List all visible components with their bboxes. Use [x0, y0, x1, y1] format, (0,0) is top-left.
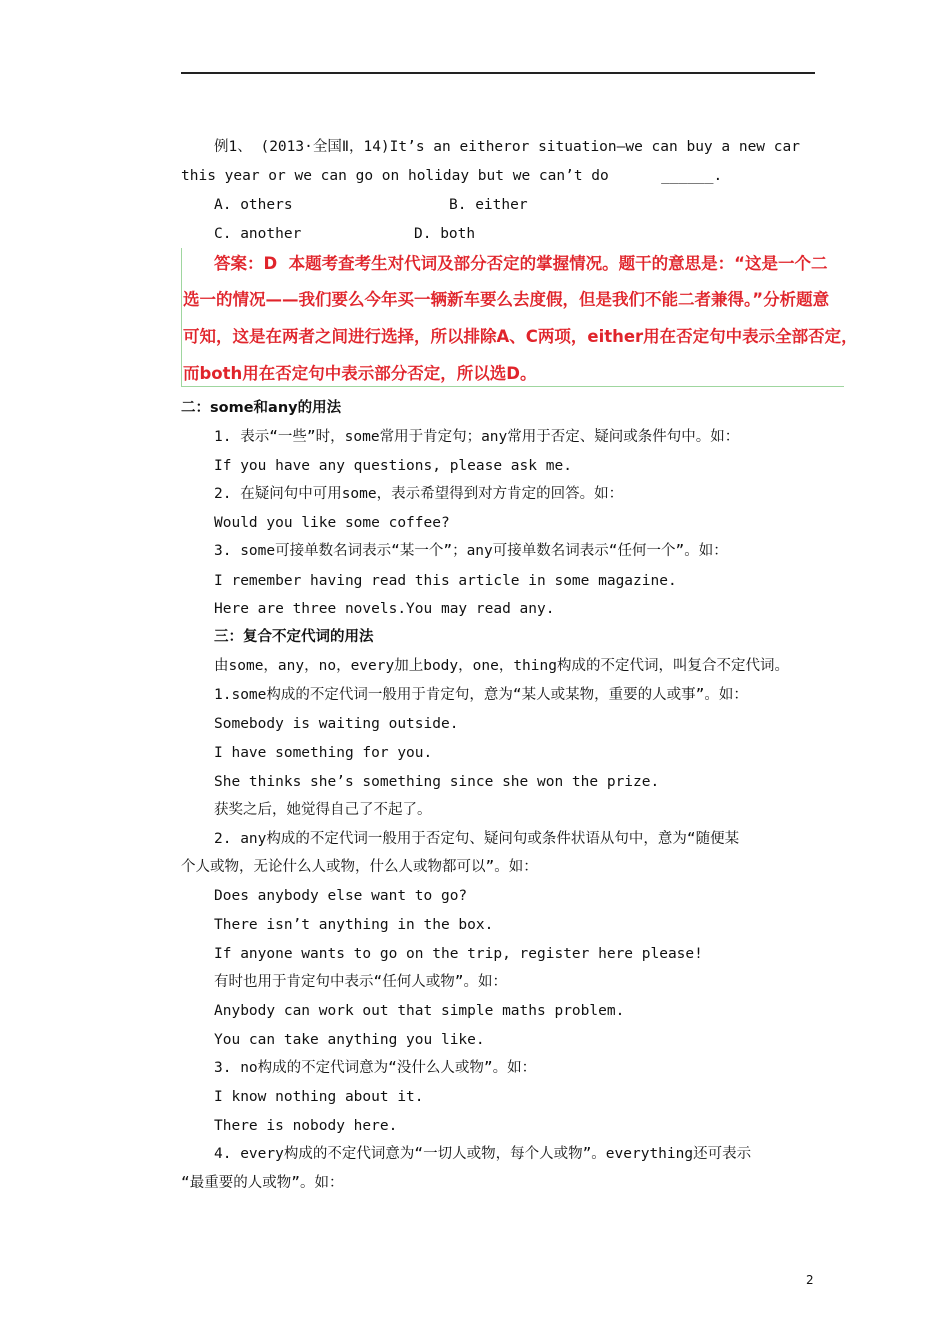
option-b: B. either	[449, 197, 528, 213]
section3-line: Somebody is waiting outside.	[214, 716, 459, 732]
section3-line: 获奖之后，她觉得自己了不起了。	[214, 802, 432, 818]
section2-line: Would you like some coffee?	[214, 515, 450, 531]
section3-heading: 三：复合不定代词的用法	[214, 629, 374, 645]
section2-line: I remember having read this article in some magazine.	[214, 573, 677, 589]
section2-heading: 二：some和any的用法	[181, 400, 342, 416]
section2-line: 2. 在疑问句中可用some，表示希望得到对方肯定的回答。如：	[214, 486, 624, 502]
section3-line: There is nobody here.	[214, 1118, 398, 1134]
example-line-1: 例1、 (2013·全国Ⅱ，14)It’s an eitheror situation—we can buy a new car	[214, 139, 800, 155]
example-line-2: this year or we can go on holiday but we can’t do ______.	[181, 168, 723, 184]
option-d: D. both	[414, 226, 476, 242]
section3-line: She thinks she’s something since she won the prize.	[214, 774, 660, 790]
section3-line: 有时也用于肯定句中表示“任何人或物”。如：	[214, 974, 507, 990]
section3-line: 1.some构成的不定代词一般用于肯定句，意为“某人或某物，重要的人或事”。如：	[214, 687, 748, 703]
answer-line-3: 可知，这是在两者之间进行选择，所以排除A、C两项，either用在否定句中表示全部否定，	[183, 327, 858, 346]
section2-line: 1. 表示“一些”时，some常用于肯定句；any常用于否定、疑问或条件句中。如：	[214, 429, 740, 445]
page-number: 2	[806, 1273, 814, 1287]
section3-line: You can take anything you like.	[214, 1032, 485, 1048]
section2-line: 3. some可接单数名词表示“某一个”；any可接单数名词表示“任何一个”。如：	[214, 543, 728, 559]
option-c: C. another	[214, 226, 302, 242]
section3-line: “最重要的人或物”。如：	[181, 1175, 344, 1191]
section3-line: There isn’t anything in the box.	[214, 917, 494, 933]
section2-line: If you have any questions, please ask me.	[214, 458, 572, 474]
answer-line-1: 答案：D 本题考查考生对代词及部分否定的掌握情况。题干的意思是：“这是一个二	[214, 254, 828, 273]
section3-line: I know nothing about it.	[214, 1089, 424, 1105]
section3-line: 3. no构成的不定代词意为“没什么人或物”。如：	[214, 1060, 537, 1076]
answer-line-2: 选一的情况——我们要么今年买一辆新车要么去度假，但是我们不能二者兼得。”分析题意	[183, 290, 830, 309]
section3-line: 个人或物，无论什么人或物，什么人或物都可以”。如：	[181, 859, 538, 875]
option-a: A. others	[214, 197, 293, 213]
section3-line: 4. every构成的不定代词意为“一切人或物，每个人或物”。everything还可表示	[214, 1146, 752, 1162]
section3-line: Does anybody else want to go?	[214, 888, 468, 904]
header-rule	[181, 72, 815, 74]
section3-line: Anybody can work out that simple maths problem.	[214, 1003, 625, 1019]
answer-line-4: 而both用在否定句中表示部分否定，所以选D。	[183, 364, 537, 383]
section3-line: 2. any构成的不定代词一般用于否定句、疑问句或条件状语从句中，意为“随便某	[214, 831, 740, 847]
section3-line: I have something for you.	[214, 745, 433, 761]
section3-line: If anyone wants to go on the trip, register here please!	[214, 946, 703, 962]
section2-line: Here are three novels.You may read any.	[214, 601, 555, 617]
section3-line: 由some，any，no，every加上body，one，thing构成的不定代词，叫复合不定代词。	[214, 658, 789, 674]
